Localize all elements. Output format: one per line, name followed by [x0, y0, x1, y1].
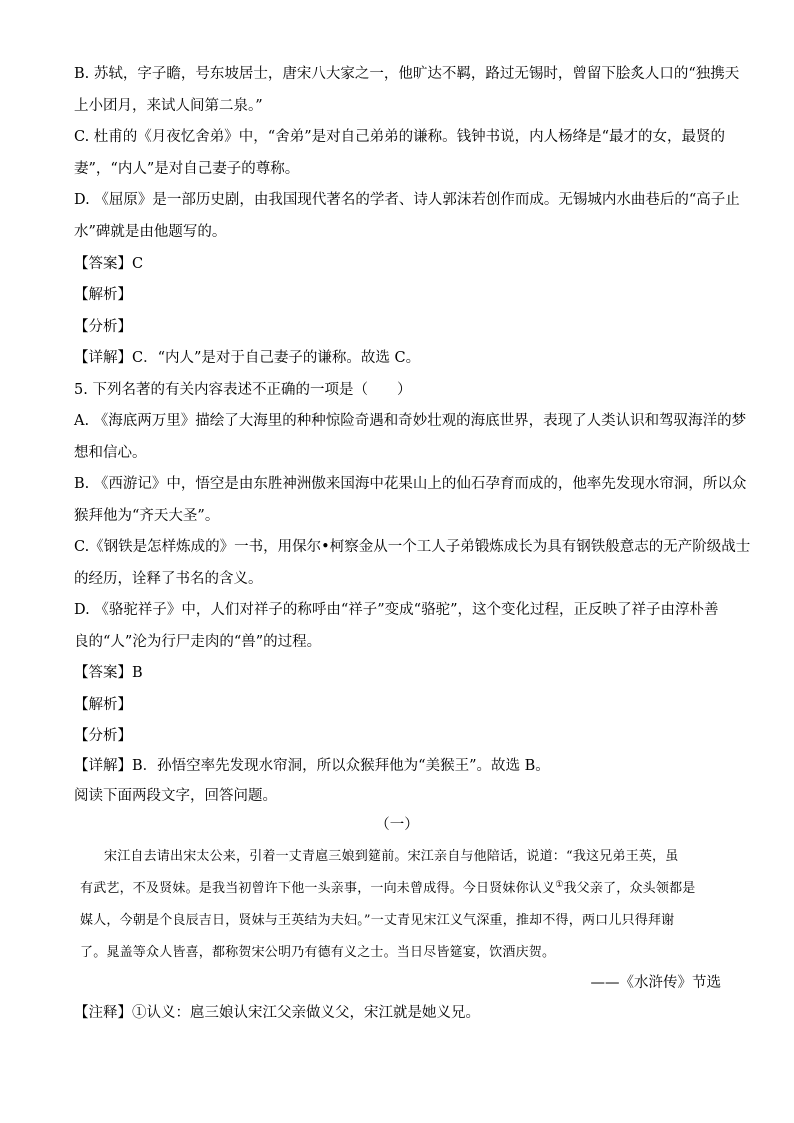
excerpt-line2: [80, 879, 696, 899]
reading-intro: 阅读下面两段文字，回答问题。: [74, 788, 277, 804]
detail-text: B．孙悟空率先发现水帘洞，所以众猴拜他为“美猴王”。故选 B。: [132, 758, 550, 774]
q5-option-b-line2: 猴拜他为“齐天大圣”。: [74, 508, 220, 524]
q4-option-b-line1: B. 苏轼，字子瞻，号东坡居士，唐宋八大家之一，他旷达不羁，路过无锡时，曾留下脍炙人口的“独携天: [74, 66, 740, 82]
answer-tag: 【答案】: [74, 256, 132, 272]
q5-answer: [74, 663, 143, 683]
answer-value: C: [132, 256, 144, 272]
q4-detail: [74, 348, 420, 368]
detail-text: C．“内人”是对于自己妻子的谦称。故选 C。: [132, 350, 421, 366]
detail-tag: 【详解】: [74, 350, 132, 366]
excerpt-line1: 宋江自去请出宋太公来，引着一丈青扈三娘到筵前。宋江亲自与他陪话，说道：“我这兄弟王英，虽: [104, 849, 679, 864]
q4-fenxi-tag: 【分析】: [74, 319, 132, 335]
q4-analysis-tag: 【解析】: [74, 287, 132, 303]
q5-detail: [74, 756, 550, 776]
q5-fenxi-tag: 【分析】: [74, 728, 132, 744]
answer-value: B: [132, 665, 143, 681]
q5-option-a-line1: A. 《海底两万里》描绘了大海里的种种惊险奇遇和奇妙壮观的海底世界，表现了人类认识和驾驭海洋的梦: [74, 413, 747, 429]
q4-option-d-line1: D. 《屈原》是一部历史剧，由我国现代著名的学者、诗人郭沫若创作而成。无锡城内水曲巷后的“高子止: [74, 192, 740, 208]
note-tag: 【注释】: [74, 1005, 132, 1021]
detail-tag: 【详解】: [74, 758, 132, 774]
q4-option-d-line2: 水”碑就是由他题写的。: [74, 224, 227, 240]
note-text: ①认义：扈三娘认宋江父亲做义父，宋江就是她义兄。: [132, 1005, 480, 1021]
excerpt-line2-a: 有武艺，不及贤妹。是我当初曾许下他一头亲事，一向未曾成得。今日贤妹你认义: [80, 881, 556, 896]
q5-option-d-line2: 良的“人”沦为行尸走肉的“兽”的过程。: [74, 634, 322, 650]
section-heading: （一）: [375, 817, 419, 833]
q4-option-b-line2: 上小团月，来试人间第二泉。”: [74, 98, 263, 114]
footnote-marker: ①: [555, 880, 564, 890]
q5-option-d-line1: D. 《骆驼祥子》中，人们对祥子的称呼由“祥子”变成“骆驼”，这个变化过程，正反映了祥子由淳朴善: [74, 602, 719, 618]
excerpt-line2-b: 我父亲了，众头领都是: [563, 881, 696, 896]
q5-option-c-line2: 的经历，诠释了书名的含义。: [74, 571, 263, 587]
excerpt-line3: 媒人，今朝是个良辰吉日，贤妹与王英结为夫妇。”一丈青见宋江义气深重，推却不得，两口儿只得拜谢: [80, 913, 675, 928]
q5-analysis-tag: 【解析】: [74, 697, 132, 713]
q4-option-c-line1: C. 杜甫的《月夜忆舍弟》中，“舍弟”是对自己弟弟的谦称。钱钟书说，内人杨绛是“最才的女，最贤的: [74, 129, 726, 145]
q4-option-c-line2: 妻”，“内人”是对自己妻子的尊称。: [74, 161, 300, 177]
q5-option-b-line1: B. 《西游记》中，悟空是由东胜神洲傲来国海中花果山上的仙石孕育而成的，他率先发现水帘洞，所以众: [74, 476, 747, 492]
q5-option-a-line2: 想和信心。: [74, 445, 147, 461]
q5-option-c-line1: C.《钢铁是怎样炼成的》一书，用保尔•柯察金从一个工人子弟锻炼成长为具有钢铁般意志的无产阶级战士: [74, 539, 751, 555]
excerpt-source: ——《水浒传》节选: [590, 975, 721, 991]
excerpt-line4: 了。晁盖等众人皆喜，都称贺宋公明乃有德有义之士。当日尽皆筵宴，饮酒庆贺。: [80, 945, 556, 960]
q5-stem: 5. 下列名著的有关内容表述不正确的一项是（ ）: [74, 382, 412, 398]
footnote: [74, 1003, 480, 1023]
q4-answer: [74, 254, 143, 274]
answer-tag: 【答案】: [74, 665, 132, 681]
